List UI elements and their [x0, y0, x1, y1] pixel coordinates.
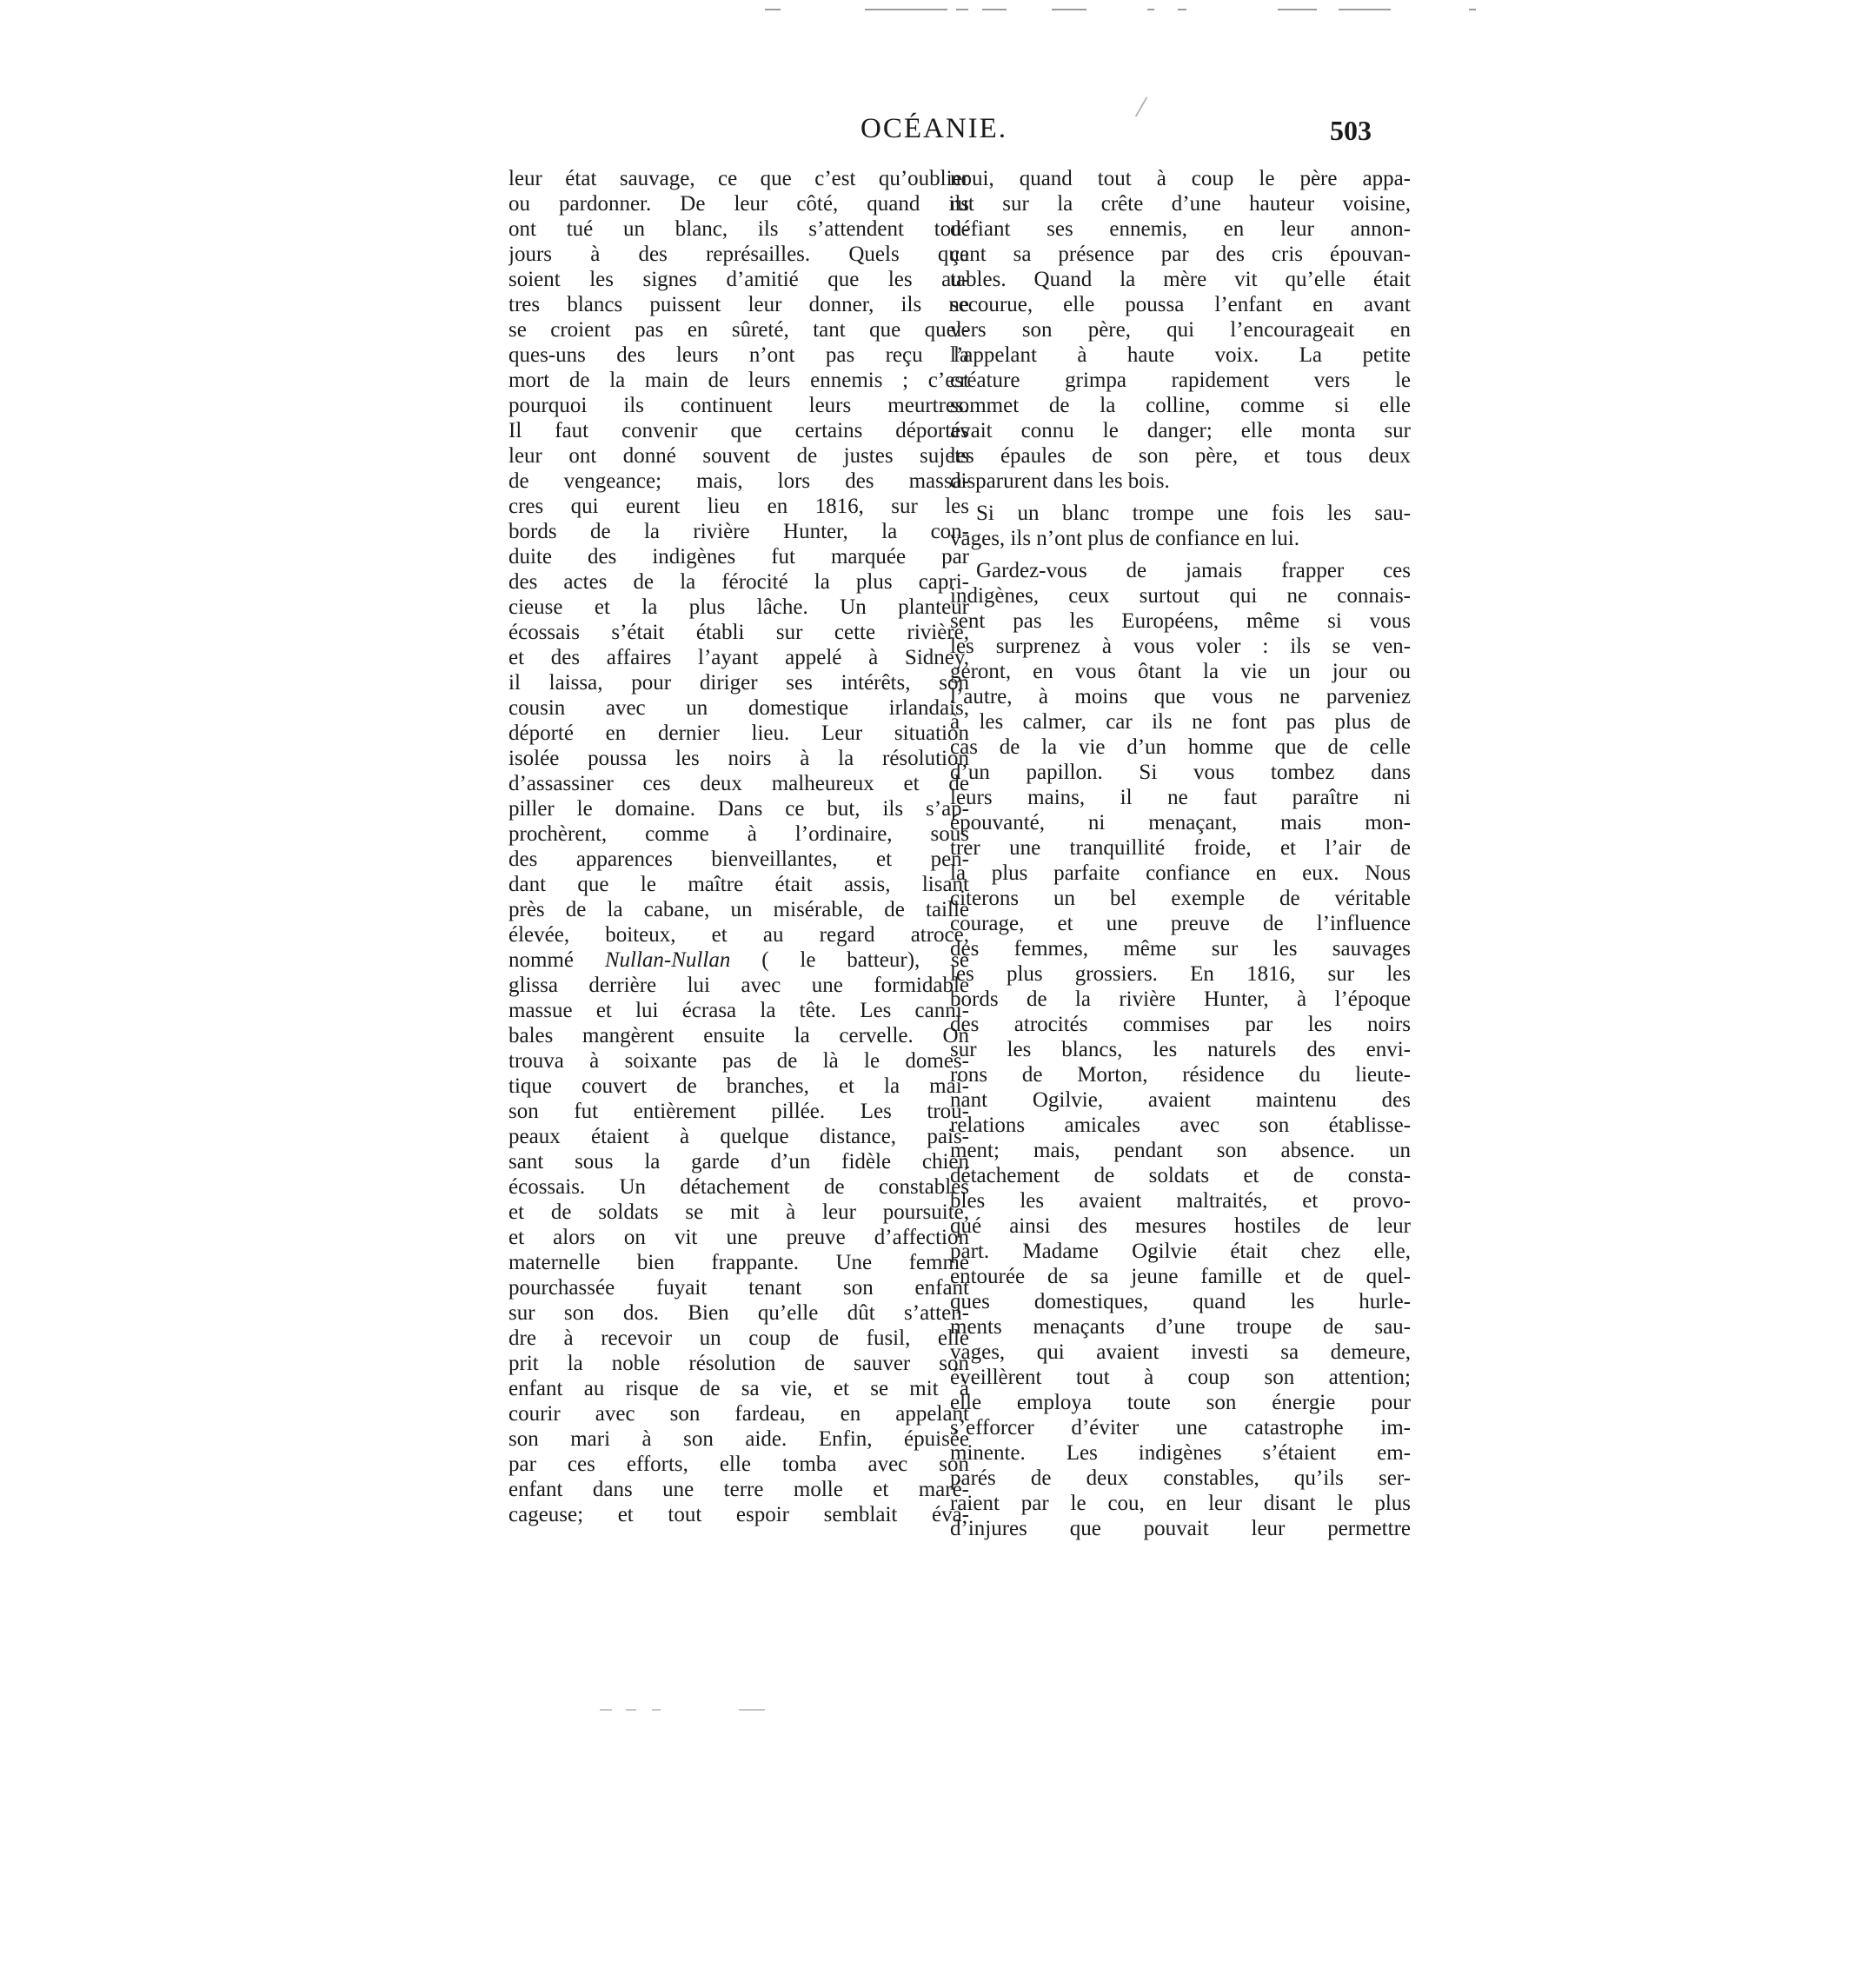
text-line: enfant dans une terre molle et maré- — [508, 1478, 969, 1501]
text-line: Si un blanc trompe une fois les sau- — [976, 502, 1411, 525]
text-line: relations amicales avec son établisse- — [950, 1114, 1411, 1137]
text-line: épouvanté, ni menaçant, mais mon- — [950, 811, 1411, 834]
text-line: tique couvert de branches, et la mai- — [508, 1074, 969, 1098]
text-line: des actes de la férocité la plus capri- — [508, 570, 969, 594]
text-line: avait connu le danger; elle monta sur — [950, 419, 1411, 442]
text-line: se croient pas en sûreté, tant que quel- — [508, 318, 969, 342]
text-line: d’un papillon. Si vous tombez dans — [950, 761, 1411, 784]
text-fragment: ( le batteur), se — [730, 948, 969, 972]
pencil-mark — [1121, 97, 1148, 116]
text-line: cieuse et la plus lâche. Un planteur — [508, 595, 969, 619]
text-line: indigènes, ceux surtout qui ne connais- — [950, 584, 1411, 608]
running-head-title: OCÉANIE. — [861, 113, 1008, 144]
text-line: prochèrent, comme à l’ordinaire, sous — [508, 822, 969, 846]
text-line: la plus parfaite confiance en eux. Nous — [950, 861, 1411, 885]
text-line: son fut entièrement pillée. Les trou- — [508, 1100, 969, 1123]
italic-name: Nullan-Nullan — [604, 948, 731, 972]
text-line: geront, en vous ôtant la vie un jour ou — [950, 660, 1411, 683]
text-line: ont tué un blanc, ils s’attendent tou- — [508, 217, 969, 241]
text-line: courir avec son fardeau, en appelant — [508, 1402, 969, 1426]
text-line: des femmes, même sur les sauvages — [950, 937, 1411, 961]
text-line: trer une tranquillité froide, et l’air de — [950, 836, 1411, 860]
text-line: dre à recevoir un coup de fusil, elle — [508, 1326, 969, 1350]
text-line — [508, 947, 969, 973]
text-line: trouva à soixante pas de là le domes- — [508, 1049, 969, 1073]
text-line: ou pardonner. De leur côté, quand ils — [508, 192, 969, 216]
text-line: parés de deux constables, qu’ils ser- — [950, 1466, 1411, 1490]
scan-artifact-marks — [765, 5, 1478, 14]
text-line: éveillèrent tout à coup son attention; — [950, 1366, 1411, 1389]
text-line: massue et lui écrasa la tête. Les canni- — [508, 999, 969, 1022]
text-line: cres qui eurent lieu en 1816, sur les — [508, 495, 969, 518]
text-line: leur ont donné souvent de justes sujets — [508, 444, 969, 468]
text-line: peaux étaient à quelque distance, pais- — [508, 1125, 969, 1148]
text-line: Il faut convenir que certains déportés — [508, 419, 969, 442]
text-line: citerons un bel exemple de véritable — [950, 887, 1411, 910]
text-line: déporté en dernier lieu. Leur situation — [508, 721, 969, 745]
text-line: leur état sauvage, ce que c’est qu’oublier — [508, 167, 969, 190]
text-line: bords de la rivière Hunter, à l’époque — [950, 987, 1411, 1011]
text-line: disparurent dans les bois. — [950, 469, 1170, 493]
text-line: courage, et une preuve de l’influence — [950, 912, 1411, 935]
paragraph-gap — [950, 494, 1411, 501]
text-line: détachement de soldats et de consta- — [950, 1164, 1411, 1187]
text-line: rons de Morton, résidence du lieute- — [950, 1063, 1411, 1087]
text-line: prit la noble résolution de sauver son — [508, 1352, 969, 1375]
text-line: l’appelant à haute voix. La petite — [950, 343, 1411, 367]
text-line: d’assassiner ces deux malheureux et de — [508, 772, 969, 795]
text-line: Gardez-vous de jamais frapper ces — [976, 559, 1411, 582]
text-line: de vengeance; mais, lors des massa- — [508, 469, 969, 493]
text-line: cas de la vie d’un homme que de celle — [950, 735, 1411, 759]
text-column-left — [508, 166, 969, 1527]
text-line: secourue, elle poussa l’enfant en avant — [950, 293, 1411, 316]
text-line: rut sur la crête d’une hauteur voisine, — [950, 192, 1411, 216]
text-line: tres blancs puissent leur donner, ils ne — [508, 293, 969, 316]
scan-artifact-marks-bottom — [600, 1707, 791, 1714]
text-line: dant que le maître était assis, lisant — [508, 873, 969, 896]
text-fragment: nommé — [508, 948, 605, 972]
text-line: duite des indigènes fut marquée par — [508, 545, 969, 568]
text-line: soient les signes d’amitié que les au- — [508, 268, 969, 291]
text-line: pourquoi ils continuent leurs meurtres. — [508, 394, 969, 417]
text-line: et de soldats se mit à leur poursuite, — [508, 1200, 969, 1224]
text-line: les épaules de son père, et tous deux — [950, 444, 1411, 468]
text-line: isolée poussa les noirs à la résolution — [508, 747, 969, 770]
text-line: minente. Les indigènes s’étaient em- — [950, 1441, 1411, 1465]
text-line: tables. Quand la mère vit qu’elle était — [950, 268, 1411, 291]
text-line: élevée, boiteux, et au regard atroce, — [508, 923, 969, 947]
text-line: noui, quand tout à coup le père appa- — [950, 167, 1411, 190]
text-line: créature grimpa rapidement vers le — [950, 369, 1411, 392]
text-line: son mari à son aide. Enfin, épuisée — [508, 1427, 969, 1451]
text-line: et des affaires l’ayant appelé à Sidney, — [508, 646, 969, 669]
text-line: il laissa, pour diriger ses intérêts, son — [508, 671, 969, 695]
text-line: part. Madame Ogilvie était chez elle, — [950, 1240, 1411, 1263]
text-line: par ces efforts, elle tomba avec son — [508, 1453, 969, 1476]
text-line: elle employa toute son énergie pour — [950, 1391, 1411, 1414]
text-line: piller le domaine. Dans ce but, ils s’ap- — [508, 797, 969, 821]
text-line: jours à des représailles. Quels que — [508, 243, 969, 266]
text-line: défiant ses ennemis, en leur annon- — [950, 217, 1411, 241]
text-line: maternelle bien frappante. Une femme — [508, 1251, 969, 1274]
text-line: vages, ils n’ont plus de confiance en lui. — [950, 527, 1299, 550]
text-column-right — [950, 166, 1411, 1541]
text-line: et alors on vit une preuve d’affection — [508, 1226, 969, 1249]
text-line: bords de la rivière Hunter, la con- — [508, 520, 969, 543]
text-line: des apparences bienveillantes, et pen- — [508, 848, 969, 871]
text-line: s’efforcer d’éviter une catastrophe im- — [950, 1416, 1411, 1439]
text-line: cageuse; et tout espoir semblait éva- — [508, 1503, 969, 1526]
text-line: écossais. Un détachement de constables — [508, 1175, 969, 1199]
text-line: bales mangèrent ensuite la cervelle. On — [508, 1024, 969, 1047]
text-line: entourée de sa jeune famille et de quel- — [950, 1265, 1411, 1288]
text-line: enfant au risque de sa vie, et se mit à — [508, 1377, 969, 1400]
text-line: d’injures que pouvait leur permettre — [950, 1517, 1411, 1540]
text-line: mort de la main de leurs ennemis ; c’est — [508, 369, 969, 392]
text-line: vers son père, qui l’encourageait en — [950, 318, 1411, 342]
text-line: sent pas les Européens, même si vous — [950, 609, 1411, 633]
text-line: ques-uns des leurs n’ont pas reçu la — [508, 343, 969, 367]
text-line: qué ainsi des mesures hostiles de leur — [950, 1214, 1411, 1238]
text-line: sur son dos. Bien qu’elle dût s’atten- — [508, 1301, 969, 1325]
text-line: sant sous la garde d’un fidèle chien — [508, 1150, 969, 1174]
text-line: pourchassée fuyait tenant son enfant — [508, 1276, 969, 1300]
text-line: à les calmer, car ils ne font pas plus de — [950, 710, 1411, 734]
text-line: çant sa présence par des cris épouvan- — [950, 243, 1411, 266]
text-line: ques domestiques, quand les hurle- — [950, 1290, 1411, 1313]
text-line: vages, qui avaient investi sa demeure, — [950, 1340, 1411, 1364]
text-line: ment; mais, pendant son absence. un — [950, 1139, 1411, 1162]
text-line: des atrocités commises par les noirs — [950, 1013, 1411, 1036]
text-line: bles les avaient maltraités, et provo- — [950, 1189, 1411, 1213]
text-line: nant Ogilvie, avaient maintenu des — [950, 1088, 1411, 1112]
text-line: sommet de la colline, comme si elle — [950, 394, 1411, 417]
text-line: l’autre, à moins que vous ne parveniez — [950, 685, 1411, 708]
text-line: les surprenez à vous voler : ils se ven- — [950, 635, 1411, 658]
text-line: près de la cabane, un misérable, de taille — [508, 898, 969, 921]
page-number: 503 — [1330, 115, 1372, 146]
text-line: ments menaçants d’une troupe de sau- — [950, 1315, 1411, 1339]
text-line: les plus grossiers. En 1816, sur les — [950, 962, 1411, 986]
text-line: raient par le cou, en leur disant le plus — [950, 1492, 1411, 1515]
text-line: cousin avec un domestique irlandais, — [508, 696, 969, 720]
text-line: leurs mains, il ne faut paraître ni — [950, 786, 1411, 809]
text-line: glissa derrière lui avec une formidable — [508, 974, 969, 997]
text-line: écossais s’était établi sur cette rivière, — [508, 621, 969, 644]
paragraph-gap — [950, 551, 1411, 558]
text-line: sur les blancs, les naturels des envi- — [950, 1038, 1411, 1061]
